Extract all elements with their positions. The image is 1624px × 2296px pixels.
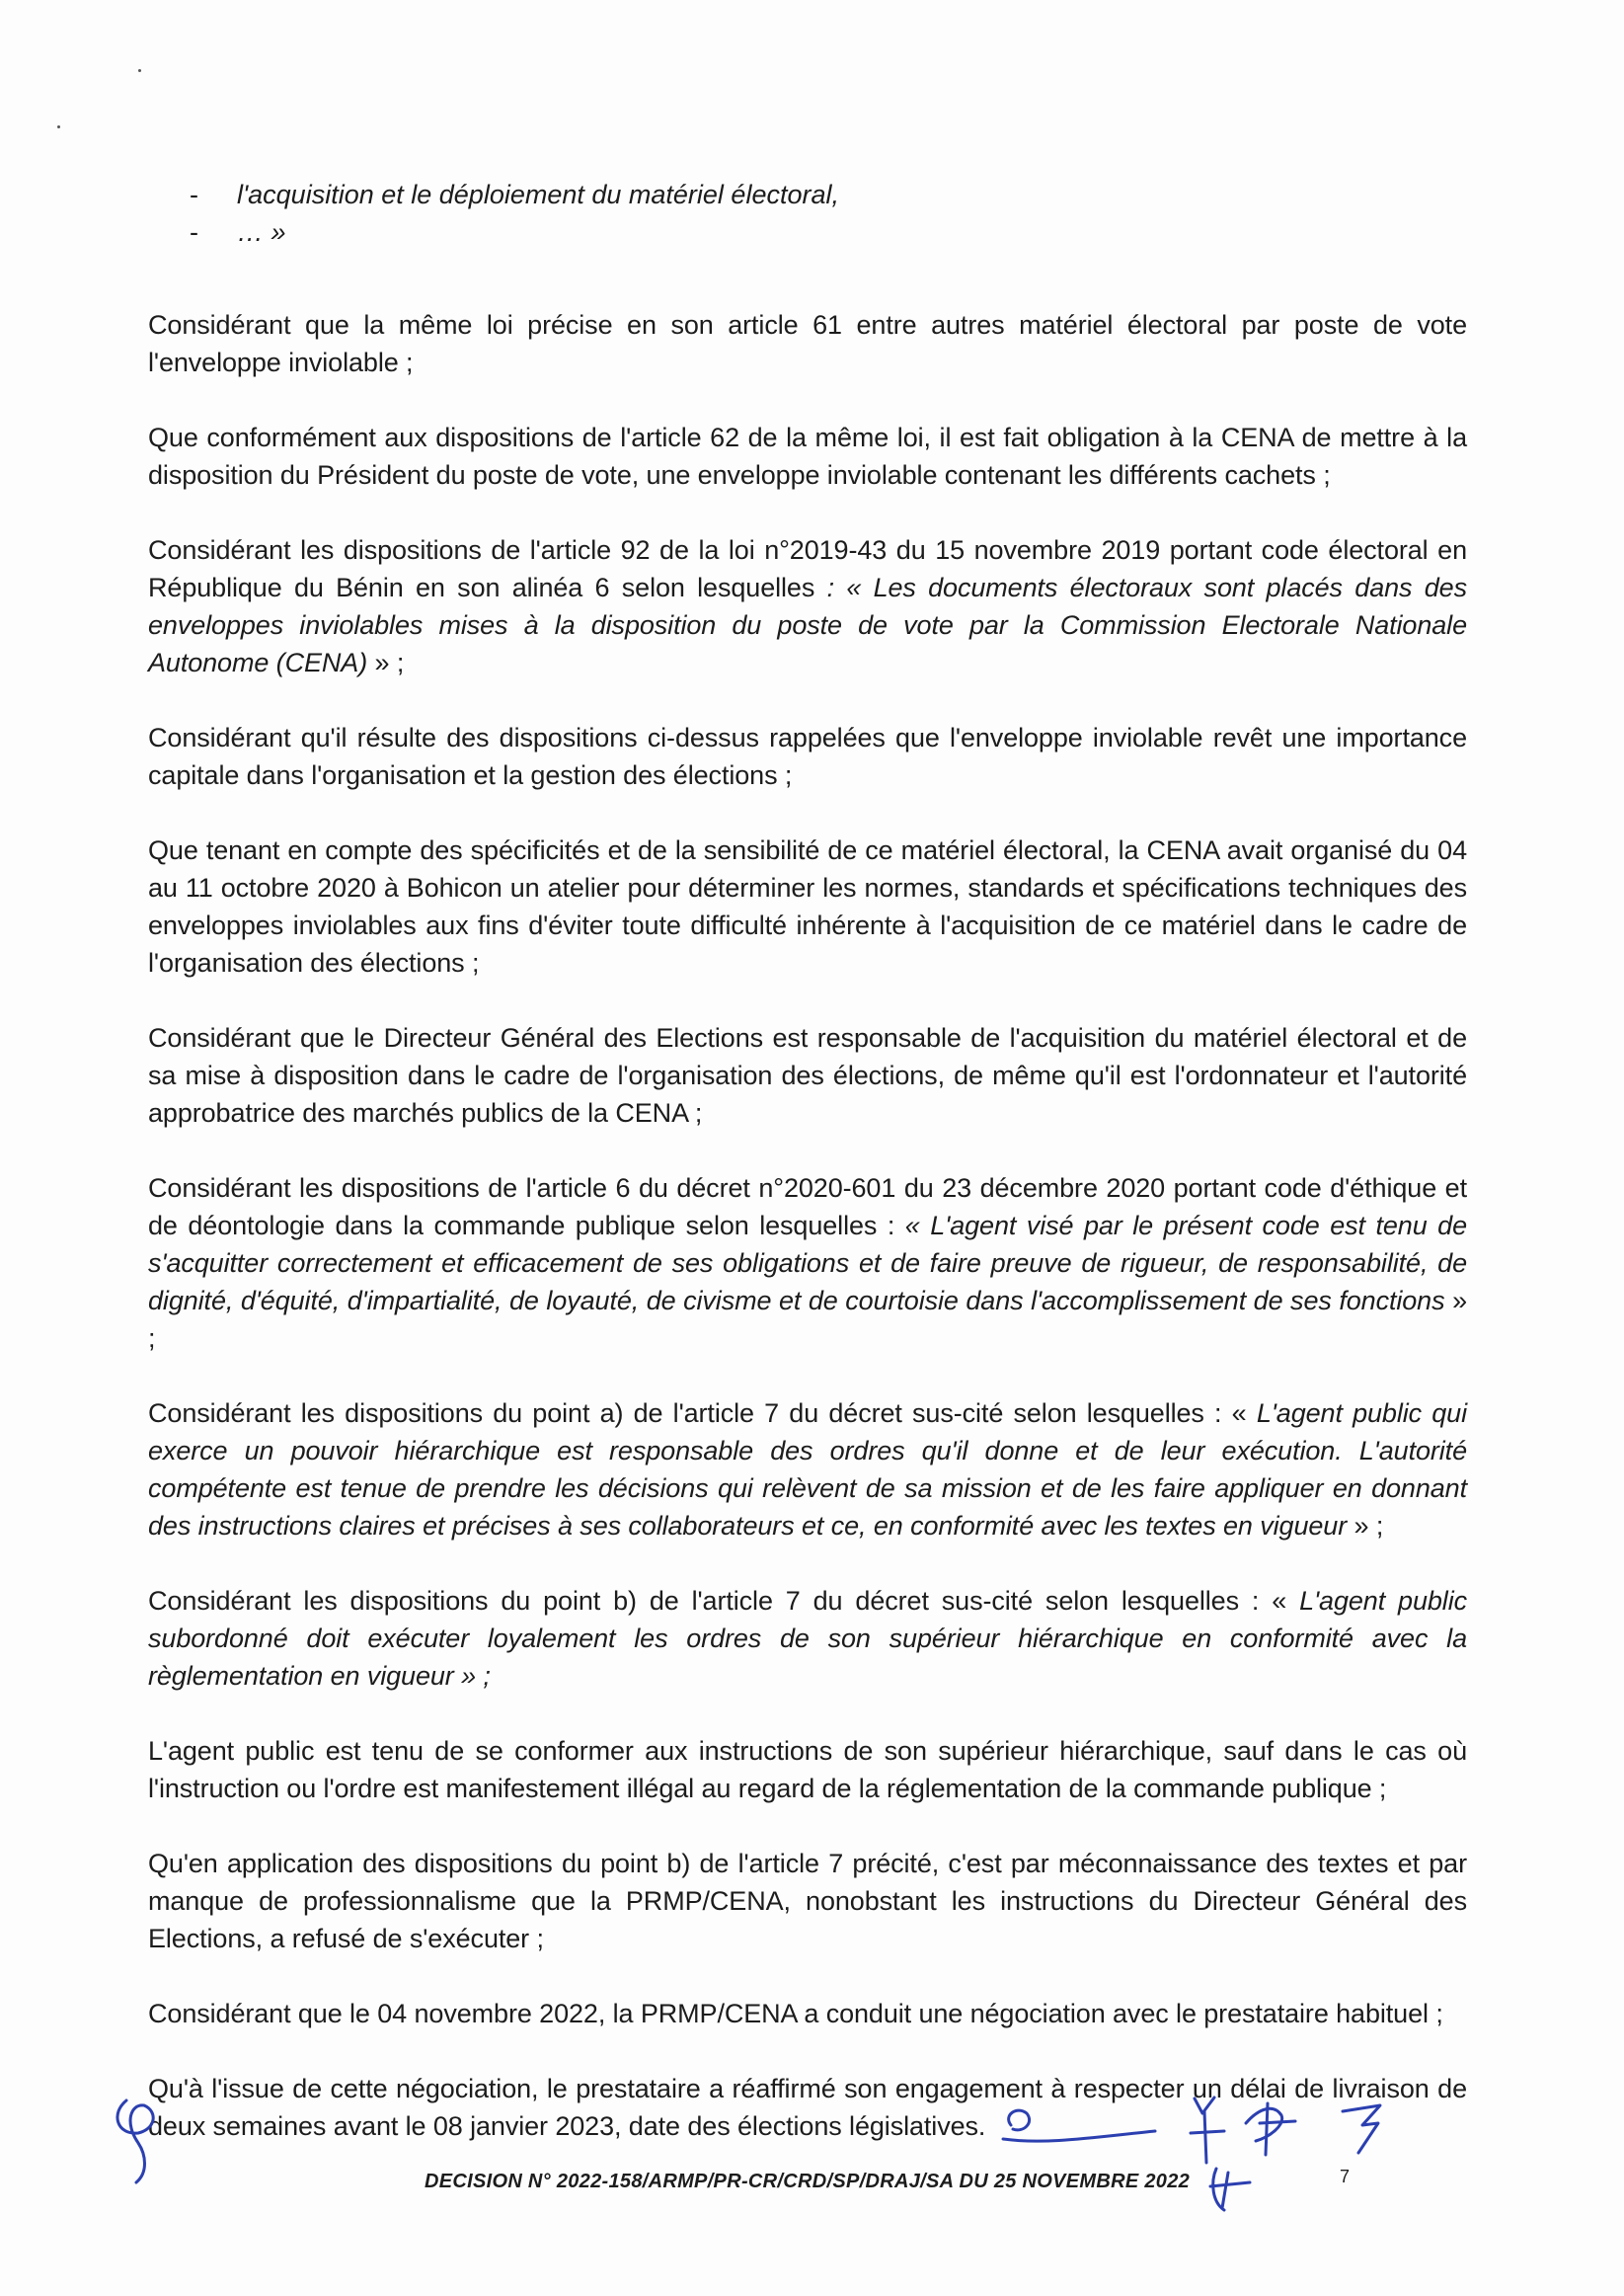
paragraph-text: Considérant les dispositions du point a) de l'article 7 du décret sus-cité selon lesquelles : « [148, 1398, 1257, 1428]
paragraph-list [148, 306, 1467, 2145]
document-body [148, 176, 1467, 2182]
paragraph [148, 1732, 1467, 1807]
paragraph [148, 419, 1467, 494]
bullet-text: … » [237, 217, 286, 247]
bullet-dash: - [190, 180, 198, 209]
paragraph-text: » ; [1347, 1511, 1384, 1541]
bullet-dash: - [190, 217, 198, 247]
paragraph-text: » ; [148, 1286, 1467, 1353]
paragraph-text: Considérant que le Directeur Général des Elections est responsable de l'acquisition du matériel électoral et de sa mise à disposition dans le cadre de l'organisation des élections, de même qu'il est l'ordonnateur et l'autorité approbatrice des marchés publics de la CENA ; [148, 1023, 1467, 1128]
quoted-text: « L'agent visé par le présent code est tenu de s'acquitter correctement et efficacement de ses obligations et de faire preuve de rigueur, de responsabilité, de dignité, d'équité, d'impartialité, de loyauté, de civisme et de courtoisie dans l'accomplissement de ses fonctions [148, 1211, 1467, 1315]
paragraph [148, 1394, 1467, 1544]
paragraph [148, 1582, 1467, 1695]
quoted-text: : « Les documents électoraux sont placés dans des enveloppes inviolables mises à la disposition du poste de vote par la Commission Electorale Nationale Autonome (CENA) [148, 573, 1468, 677]
paragraph [148, 2070, 1467, 2145]
paragraph-text: L'agent public est tenu de se conformer aux instructions de son supérieur hiérarchique, sauf dans le cas où l'instruction ou l'ordre est manifestement illégal au regard de la réglementation de la commande publique ; [148, 1736, 1467, 1803]
paragraph-text: Qu'à l'issue de cette négociation, le prestataire a réaffirmé son engagement à respecter un délai de livraison de deux semaines avant le 08 janvier 2023, date des élections législatives. [148, 2074, 1467, 2141]
bullet-list [190, 176, 1467, 251]
quoted-text: L'agent public qui exerce un pouvoir hiérarchique est responsable des ordres qu'il donne et de leur exécution. L'autorité compétente est tenue de prendre les décisions qui relèvent de sa mission et de les faire appliquer en donnant des instructions claires et précises à ses collaborateurs et ce, en conformité avec les textes en vigueur [148, 1398, 1467, 1541]
paragraph [148, 1995, 1467, 2032]
paragraph [148, 1845, 1467, 1957]
paragraph-text: Considérant qu'il résulte des dispositions ci-dessus rappelées que l'enveloppe inviolable revêt une importance capitale dans l'organisation et la gestion des élections ; [148, 723, 1467, 790]
paragraph [148, 306, 1467, 381]
bullet-item [190, 213, 1467, 251]
bullet-text: l'acquisition et le déploiement du matériel électoral, [237, 180, 839, 209]
paragraph [148, 831, 1467, 982]
paragraph-text: » ; [367, 648, 405, 677]
page-number: 7 [1340, 2167, 1351, 2186]
paragraph-text: Considérant les dispositions de l'article 6 du décret n°2020-601 du 23 décembre 2020 portant code d'éthique et de déontologie dans la commande publique selon lesquelles : [148, 1173, 1467, 1240]
decision-footer: DECISION N° 2022-158/ARMP/PR-CR/CRD/SP/DRAJ/SA DU 25 NOVEMBRE 2022 [425, 2171, 1191, 2192]
paragraph-text: Considérant les dispositions du point b) de l'article 7 du décret sus-cité selon lesquelles : « [148, 1586, 1300, 1616]
paragraph [148, 1019, 1467, 1132]
paragraph-text: Qu'en application des dispositions du point b) de l'article 7 précité, c'est par méconnaissance des textes et par manque de professionnalisme que la PRMP/CENA, nonobstant les instructions du Directeur Général des Elections, a refusé de s'exécuter ; [148, 1849, 1467, 1953]
paragraph-text: Considérant que le 04 novembre 2022, la PRMP/CENA a conduit une négociation avec le prestataire habituel ; [148, 1999, 1443, 2028]
scan-speck [138, 69, 141, 72]
quoted-text: L'agent public subordonné doit exécuter loyalement les ordres de son supérieur hiérarchique en conformité avec la règlementation en vigueur » ; [148, 1586, 1467, 1691]
paragraph [148, 1169, 1467, 1357]
bullet-item [190, 176, 1467, 213]
paragraph-text: Que conformément aux dispositions de l'article 62 de la même loi, il est fait obligation à la CENA de mettre à la disposition du Président du poste de vote, une enveloppe inviolable contenant les différents cachets ; [148, 423, 1467, 490]
scan-speck [57, 125, 60, 128]
paragraph-text: Considérant les dispositions de l'article 92 de la loi n°2019-43 du 15 novembre 2019 portant code électoral en République du Bénin en son alinéa 6 selon lesquelles [148, 535, 1467, 602]
paragraph-text: Considérant que la même loi précise en son article 61 entre autres matériel électoral par poste de vote l'enveloppe inviolable ; [148, 310, 1467, 377]
paragraph [148, 719, 1467, 794]
paragraph [148, 531, 1467, 681]
paragraph-text: Que tenant en compte des spécificités et de la sensibilité de ce matériel électoral, la CENA avait organisé du 04 au 11 octobre 2020 à Bohicon un atelier pour déterminer les normes, standards et spécifications techniques des enveloppes inviolables aux fins d'éviter toute difficulté inhérente à l'acquisition de ce matériel dans le cadre de l'organisation des élections ; [148, 835, 1467, 978]
